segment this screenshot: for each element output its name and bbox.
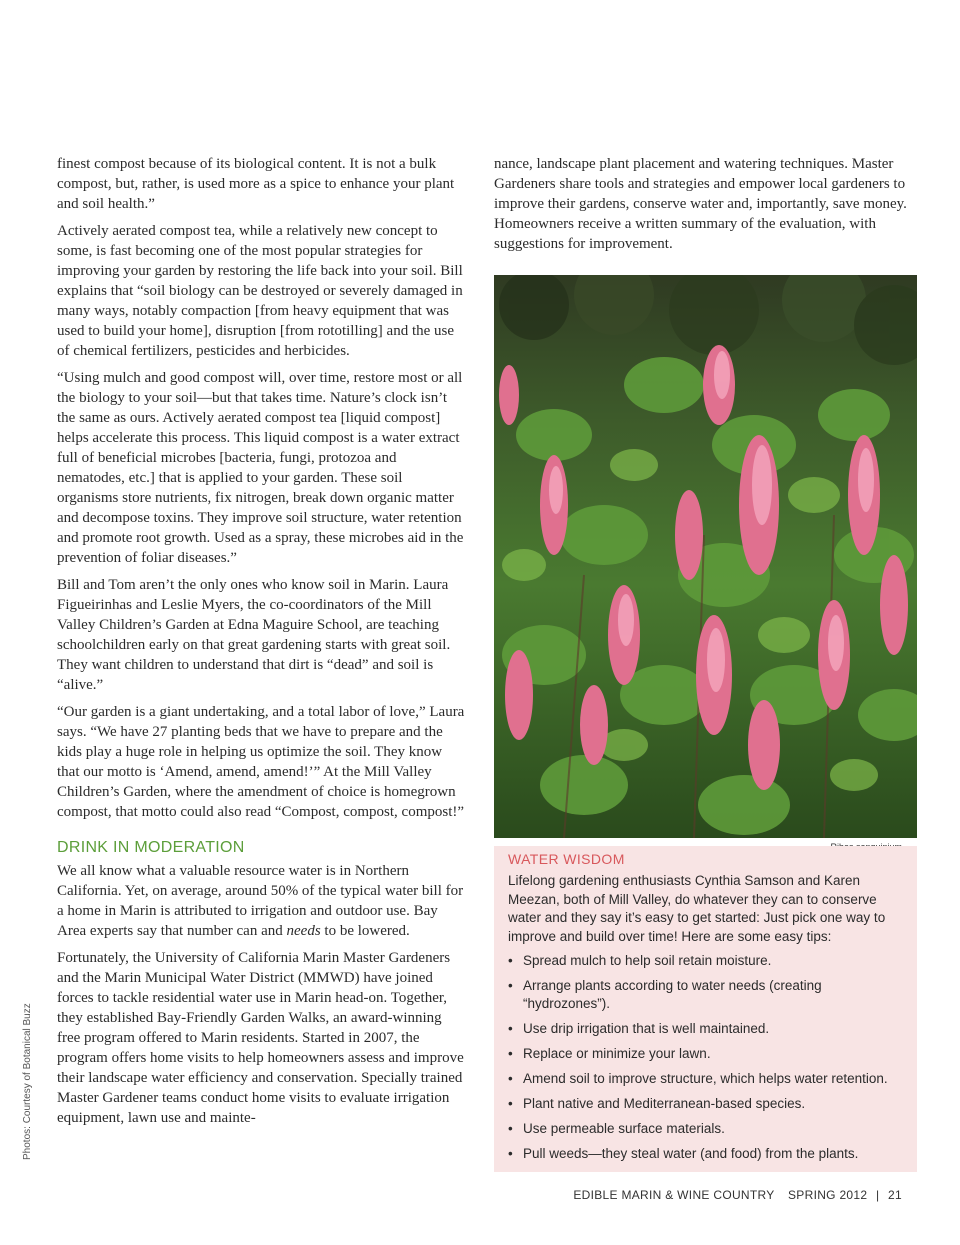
paragraph: finest compost because of its biological content. It is not a bulk compost, but, rather, is used more as a spice to enhance your plant and soil health.” — [57, 156, 455, 212]
bullet-icon: • — [508, 1071, 513, 1086]
list-item — [508, 1145, 903, 1163]
paragraph: “Our garden is a giant undertaking, and a total labor of love,” Laura says. “We have 27 planting beds that we have to prepare and the kids play a huge role in helping us optimize the soil. They know that our motto is ‘Amend, amend, amend!’” At the Mill Valley Children’s Garden, where the amendment of choice is homegrown compost, that motto could also read “Compost, compost, compost!” — [57, 704, 465, 820]
tip-text: Use drip irrigation that is well maintained. — [523, 1021, 770, 1036]
paragraph — [57, 861, 467, 941]
bullet-icon: • — [508, 978, 513, 993]
bullet-icon: • — [508, 1146, 513, 1161]
paragraph: “Using mulch and good compost will, over time, restore most or all the biology to your soil—but that takes time. Nature’s clock isn’t the same as ours. Actively aerated compost tea [liquid compost] helps accelerate this process. This liquid compost is a water extract full of beneficial microbes [bacteria, fungi, protozoa and nematodes, etc.] that is applied to your garden. These soil organisms store nutrients, fix nitrogen, break down organic matter and decompose toxins. They improve soil structure, water retention and promote root growth. Used as a spray, these microbes aid in the prevention of foliar diseases.” — [57, 370, 464, 566]
list-item — [508, 1095, 903, 1113]
sidebar-title: WATER WISDOM — [508, 851, 625, 867]
list-item — [508, 1020, 903, 1038]
list-item — [508, 1120, 903, 1138]
paragraph: Bill and Tom aren’t the only ones who know soil in Marin. Laura Figueirinhas and Leslie Myers, the co-coordinators of the Mill Valley Children’s Garden at Edna Maguire School, are teaching schoolchildren early on that great gardening starts with great soil. They want children to understand that dirt is “dead” and soil is “alive.” — [57, 577, 451, 693]
page-number: 21 — [888, 1188, 902, 1202]
flower-photo — [494, 275, 917, 838]
publication-name: EDIBLE MARIN & WINE COUNTRY — [573, 1188, 775, 1202]
section-heading: DRINK IN MODERATION — [57, 839, 245, 856]
right-column — [494, 154, 914, 261]
flower-illustration — [494, 275, 917, 838]
bullet-icon: • — [508, 1046, 513, 1061]
tip-text: Amend soil to improve structure, which helps water retention. — [523, 1071, 888, 1086]
list-item — [508, 952, 903, 970]
list-item — [508, 1070, 903, 1088]
tip-text: Spread mulch to help soil retain moisture. — [523, 953, 772, 968]
bullet-icon: • — [508, 1021, 513, 1036]
tips-list — [508, 952, 903, 1163]
paragraph: nance, landscape plant placement and watering techniques. Master Gardeners share tools and strategies and empower local gardeners to improve their gardens, conserve water and, importantly, save money. Homeowners receive a written summary of the evaluation, with suggestions for improvement. — [494, 156, 907, 252]
tip-text: Use permeable surface materials. — [523, 1121, 725, 1136]
footer-separator: | — [875, 1188, 880, 1202]
tip-text: Plant native and Mediterranean-based species. — [523, 1096, 806, 1111]
paragraph: Actively aerated compost tea, while a relatively new concept to some, is fast becoming one of the most popular strategies for improving your garden by restoring the life back into your soil. Bill explains that “soil biology can be destroyed or severely damaged in many ways, notably compaction [from heavy equipment that was used to build your home], disruption [from rototilling] and the use of chemical fertilizers, pesticides and herbicides. — [57, 223, 463, 359]
emphasis: needs — [286, 923, 321, 939]
left-column — [57, 154, 467, 1135]
list-item — [508, 977, 903, 1013]
bullet-icon: • — [508, 1121, 513, 1136]
photo-credit: Photos: Courtesy of Botanical Buzz — [22, 1003, 33, 1160]
bullet-icon: • — [508, 1096, 513, 1111]
text-run: to be lowered. — [320, 923, 410, 939]
tip-text: Replace or minimize your lawn. — [523, 1046, 711, 1061]
text-run: We all know what a valuable resource water is in Northern California. Yet, on average, around 50% of the typical water bill for a home in Marin is attributed to irrigation and outdoor use. Bay Area experts say that number can and — [57, 863, 464, 939]
page-footer — [573, 1188, 902, 1202]
paragraph: Fortunately, the University of California Marin Master Gardeners and the Marin Municipal Water District (MMWD) have joined forces to tackle residential water use in Marin head-on. Together, they established Bay-Friendly Garden Walks, an award-winning free program offered to Marin residents. Started in 2007, the program offers home visits to help homeowners assess and improve their landscape water efficiency and conservation. Specially trained Master Gardener teams conduct home visits to evaluate irrigation equipment, lawn use and mainte- — [57, 950, 464, 1126]
tip-text: Arrange plants according to water needs (creating “hydrozones”). — [523, 978, 822, 1011]
issue-date: SPRING 2012 — [788, 1188, 868, 1202]
sidebar-intro: Lifelong gardening enthusiasts Cynthia Samson and Karen Meezan, both of Mill Valley, do whatever they can to conserve water and they say it’s easy to get started: Just pick one way to improve and build over time! Here are some easy tips: — [508, 873, 886, 944]
water-wisdom-sidebar — [494, 846, 917, 1172]
tip-text: Pull weeds—they steal water (and food) from the plants. — [523, 1146, 859, 1161]
bullet-icon: • — [508, 953, 513, 968]
list-item — [508, 1045, 903, 1063]
